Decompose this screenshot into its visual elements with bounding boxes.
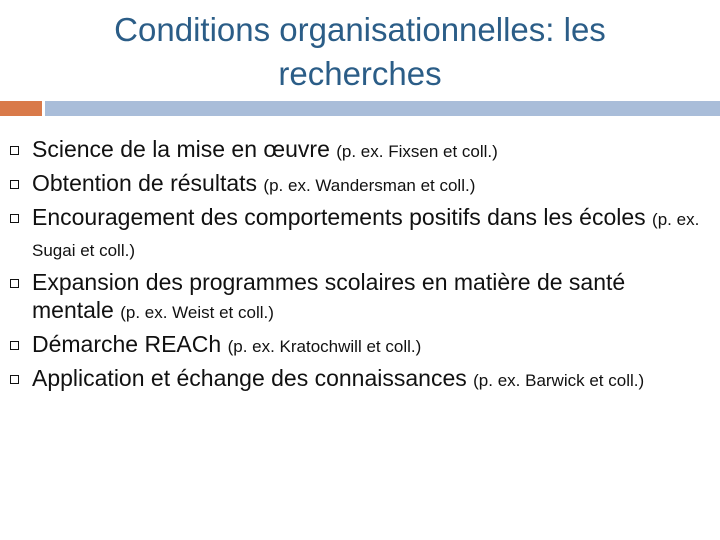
accent-bar-right bbox=[45, 101, 720, 116]
hollow-square-icon bbox=[10, 375, 19, 384]
hollow-square-icon bbox=[10, 341, 19, 350]
bullet-list bbox=[0, 135, 720, 398]
bullet-main-text: Démarche REACh bbox=[32, 331, 222, 357]
bullet-main-text: Expansion des programmes scolaires en matière de santé mentale bbox=[32, 269, 626, 323]
slide-title-line-2: recherches bbox=[278, 55, 442, 92]
bullet-reference: (p. ex. Barwick et coll.) bbox=[473, 371, 645, 390]
hollow-square-icon bbox=[10, 146, 19, 155]
bullet-main-text: Application et échange des connaissances bbox=[32, 365, 467, 391]
bullet-item bbox=[0, 169, 720, 200]
bullet-main-text: Encouragement des comportements positifs dans les écoles bbox=[32, 204, 646, 230]
bullet-item bbox=[0, 330, 720, 361]
bullet-item bbox=[0, 268, 720, 327]
hollow-square-icon bbox=[10, 180, 19, 189]
bullet-reference: (p. ex. Wandersman et coll.) bbox=[263, 176, 476, 195]
bullet-main-text: Science de la mise en œuvre bbox=[32, 136, 330, 162]
bullet-item bbox=[0, 203, 720, 265]
slide-title-line-1: Conditions organisationnelles: les bbox=[114, 11, 606, 48]
hollow-square-icon bbox=[10, 214, 19, 223]
hollow-square-icon bbox=[10, 279, 19, 288]
accent-bar-left bbox=[0, 101, 42, 116]
bullet-item bbox=[0, 135, 720, 166]
bullet-reference: (p. ex. Kratochwill et coll.) bbox=[227, 337, 422, 356]
bullet-main-text: Obtention de résultats bbox=[32, 170, 258, 196]
bullet-item bbox=[0, 364, 720, 395]
bullet-reference: (p. ex. Weist et coll.) bbox=[120, 303, 274, 322]
slide-title bbox=[40, 8, 680, 96]
bullet-reference: (p. ex. Sugai et coll.) bbox=[32, 210, 700, 260]
bullet-reference: (p. ex. Fixsen et coll.) bbox=[336, 142, 498, 161]
